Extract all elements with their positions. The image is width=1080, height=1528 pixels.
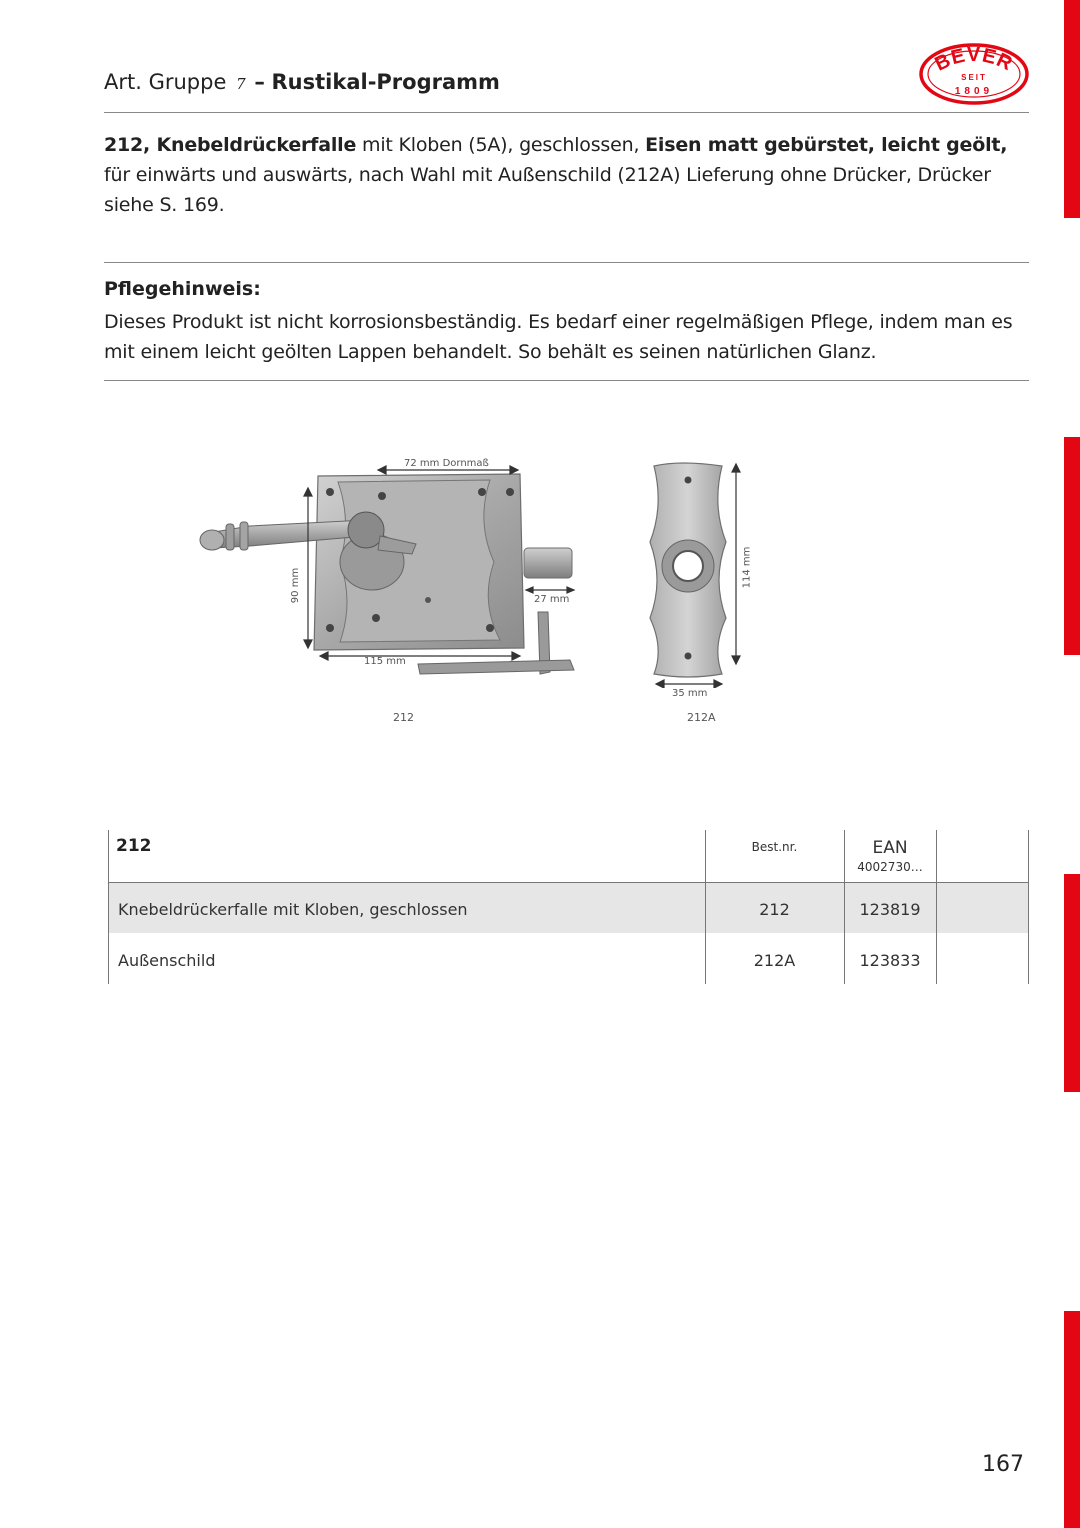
- table-row-ean: 123833: [859, 951, 921, 970]
- dim-115mm: 115 mm: [364, 656, 406, 667]
- logo-brand: BEVER: [931, 44, 1017, 76]
- figure-label-212: 212: [393, 711, 414, 724]
- dim-114mm: 114 mm: [741, 546, 753, 589]
- column-header-bestnr: Best.nr.: [751, 840, 798, 854]
- page-header: [104, 70, 500, 94]
- care-title: Pflegehinweis:: [104, 278, 261, 300]
- side-tab-red: [1064, 1311, 1080, 1528]
- table-border: [1028, 830, 1029, 984]
- bever-logo: [918, 42, 1030, 106]
- header-title: Rustikal-Programm: [271, 70, 500, 94]
- side-tab-red: [1064, 0, 1080, 218]
- table-header-rule: [108, 882, 1029, 883]
- side-tab-red: [1064, 437, 1080, 655]
- finish-text: Eisen matt gebürstet, leicht geölt,: [645, 134, 1008, 156]
- table-row-ean: 123819: [859, 900, 921, 919]
- ean-prefix: 4002730…: [857, 860, 923, 874]
- table-border: [936, 830, 937, 984]
- dim-35mm: 35 mm: [672, 688, 708, 699]
- table-group-title: 212: [116, 836, 152, 856]
- description-part1: mit Kloben (5A), geschlossen,: [356, 134, 646, 156]
- page-number: 167: [982, 1452, 1024, 1477]
- column-header-ean: EAN: [872, 838, 908, 858]
- logo-year: 1809: [954, 86, 994, 97]
- divider: [104, 262, 1029, 263]
- header-prefix: Art. Gruppe: [104, 70, 227, 94]
- dim-90mm: 90 mm: [290, 567, 302, 604]
- product-description: [104, 130, 1039, 220]
- logo-seit: SEIT: [961, 73, 987, 82]
- article-name: 212, Knebeldrückerfalle: [104, 134, 357, 156]
- dim-dornmass: 72 mm Dornmaß: [404, 458, 489, 469]
- description-part2: für einwärts und auswärts, nach Wahl mit Außenschild (212A) Lieferung ohne Drücker, Drücker siehe S. 169.: [104, 164, 991, 216]
- table-row-name: Knebeldrückerfalle mit Kloben, geschlossen: [118, 900, 468, 919]
- divider: [104, 112, 1029, 113]
- dim-27mm: 27 mm: [534, 594, 570, 605]
- table-row-bestnr: 212A: [753, 951, 796, 970]
- header-group-number: 7: [236, 75, 246, 93]
- side-tab-red: [1064, 874, 1080, 1092]
- figure-label-212a: 212A: [687, 711, 716, 724]
- divider: [104, 380, 1029, 381]
- care-text: Dieses Produkt ist nicht korrosionsbeständig. Es bedarf einer regelmäßigen Pflege, indem man es mit einem leicht geölten Lappen behandelt. So behält es seinen natürlichen Glanz.: [104, 311, 1013, 363]
- table-row-name: Außenschild: [118, 951, 216, 970]
- table-border: [108, 830, 109, 984]
- table-row-bestnr: 212: [759, 900, 790, 919]
- header-dash: –: [254, 70, 265, 94]
